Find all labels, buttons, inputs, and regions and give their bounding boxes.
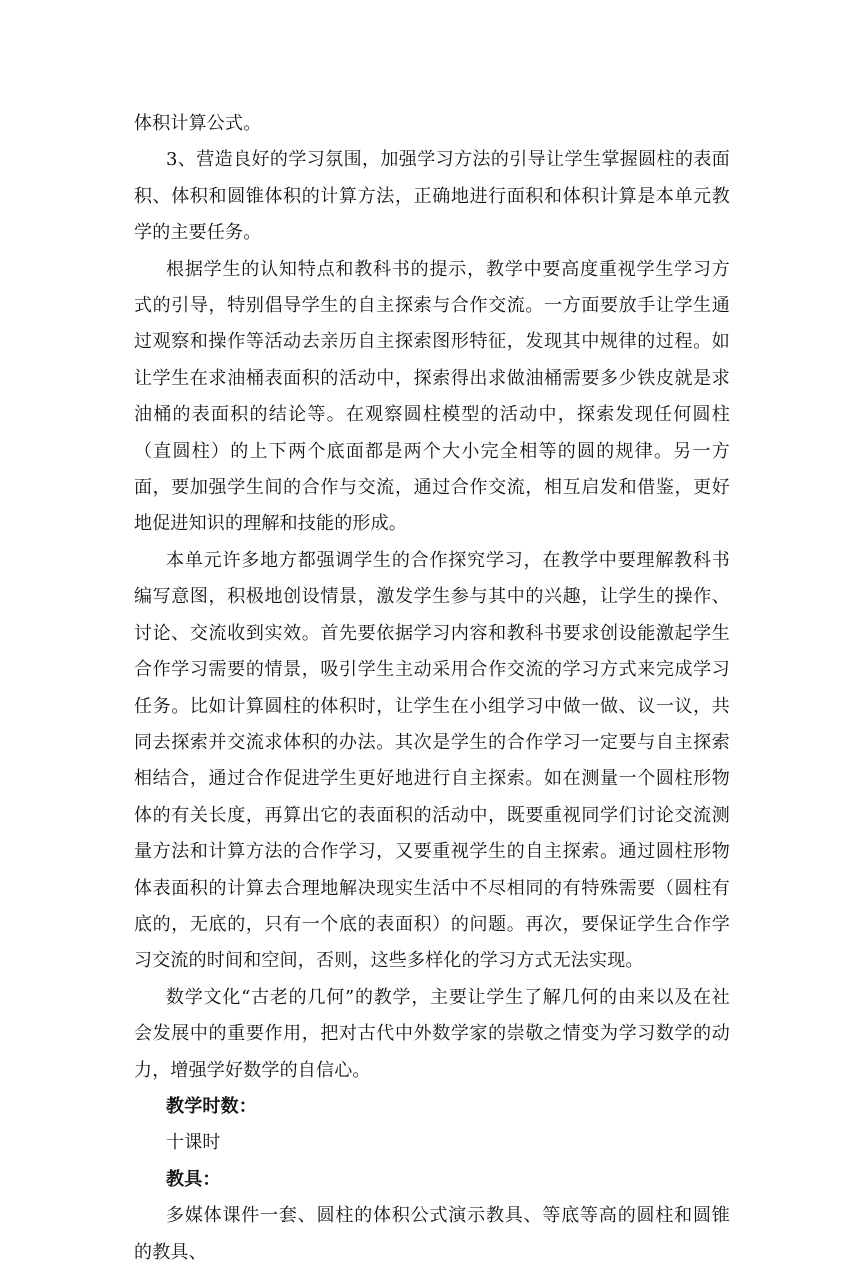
- paragraph-learning-methods: 根据学生的认知特点和教科书的提示，教学中要高度重视学生学习方式的引导，特别倡导学生的自主探索与合作交流。一方面要放手让学生通过观察和操作等活动去亲历自主探索图形特征，发现其中规律的过程。如让学生在求油桶表面积的活动中，探索得出求做油桶需要多少铁皮就是求油桶的表面积的结论等。在观察圆柱模型的活动中，探索发现任何圆柱（直圆柱）的上下两个底面都是两个大小完全相等的圆的规律。另一方面，要加强学生间的合作与交流，通过合作交流，相互启发和借鉴，更好地促进知识的理解和技能的形成。: [134, 258, 730, 535]
- paragraph-math-culture: 数学文化“古老的几何”的教学，主要让学生了解几何的由来以及在社会发展中的重要作用，把对古代中外数学家的崇敬之情变为学习数学的动力，增强学好数学的自信心。: [134, 986, 730, 1081]
- heading-teaching-aids: 教具：: [166, 1168, 221, 1190]
- paragraph-cooperative-learning: 本单元许多地方都强调学生的合作探究学习，在教学中要理解教科书编写意图，积极地创设情景，激发学生参与其中的兴趣，让学生的操作、讨论、交流收到实效。首先要依据学习内容和教科书要求创设能激起学生合作学习需要的情景，吸引学生主动采用合作交流的学习方式来完成学习任务。比如计算圆柱的体积时，让学生在小组学习中做一做、议一议，共同去探索并交流求体积的办法。其次是学生的合作学习一定要与自主探索相结合，通过合作促进学生更好地进行自主探索。如在测量一个圆柱形物体的有关长度，再算出它的表面积的活动中，既要重视同学们讨论交流测量方法和计算方法的合作学习，又要重视学生的自主探索。通过圆柱形物体表面积的计算去合理地解决现实生活中不尽相同的有特殊需要（圆柱有底的，无底的，只有一个底的表面积）的问题。再次，要保证学生合作学习交流的时间和空间，否则，这些多样化的学习方式无法实现。: [134, 549, 730, 972]
- teaching-aids-list: 多媒体课件一套、圆柱的体积公式演示教具、等底等高的圆柱和圆锥的教具、: [134, 1205, 730, 1263]
- paragraph-item-3: 3、营造良好的学习氛围，加强学习方法的引导让学生掌握圆柱的表面积、体积和圆锥体积的计算方法，正确地进行面积和体积计算是本单元教学的主要任务。: [134, 149, 730, 244]
- paragraph-volume-formula-end: 体积计算公式。: [134, 113, 262, 134]
- heading-teaching-hours: 教学时数：: [166, 1095, 257, 1117]
- document-body: [134, 106, 730, 1271]
- teaching-hours-value: 十课时: [166, 1132, 221, 1154]
